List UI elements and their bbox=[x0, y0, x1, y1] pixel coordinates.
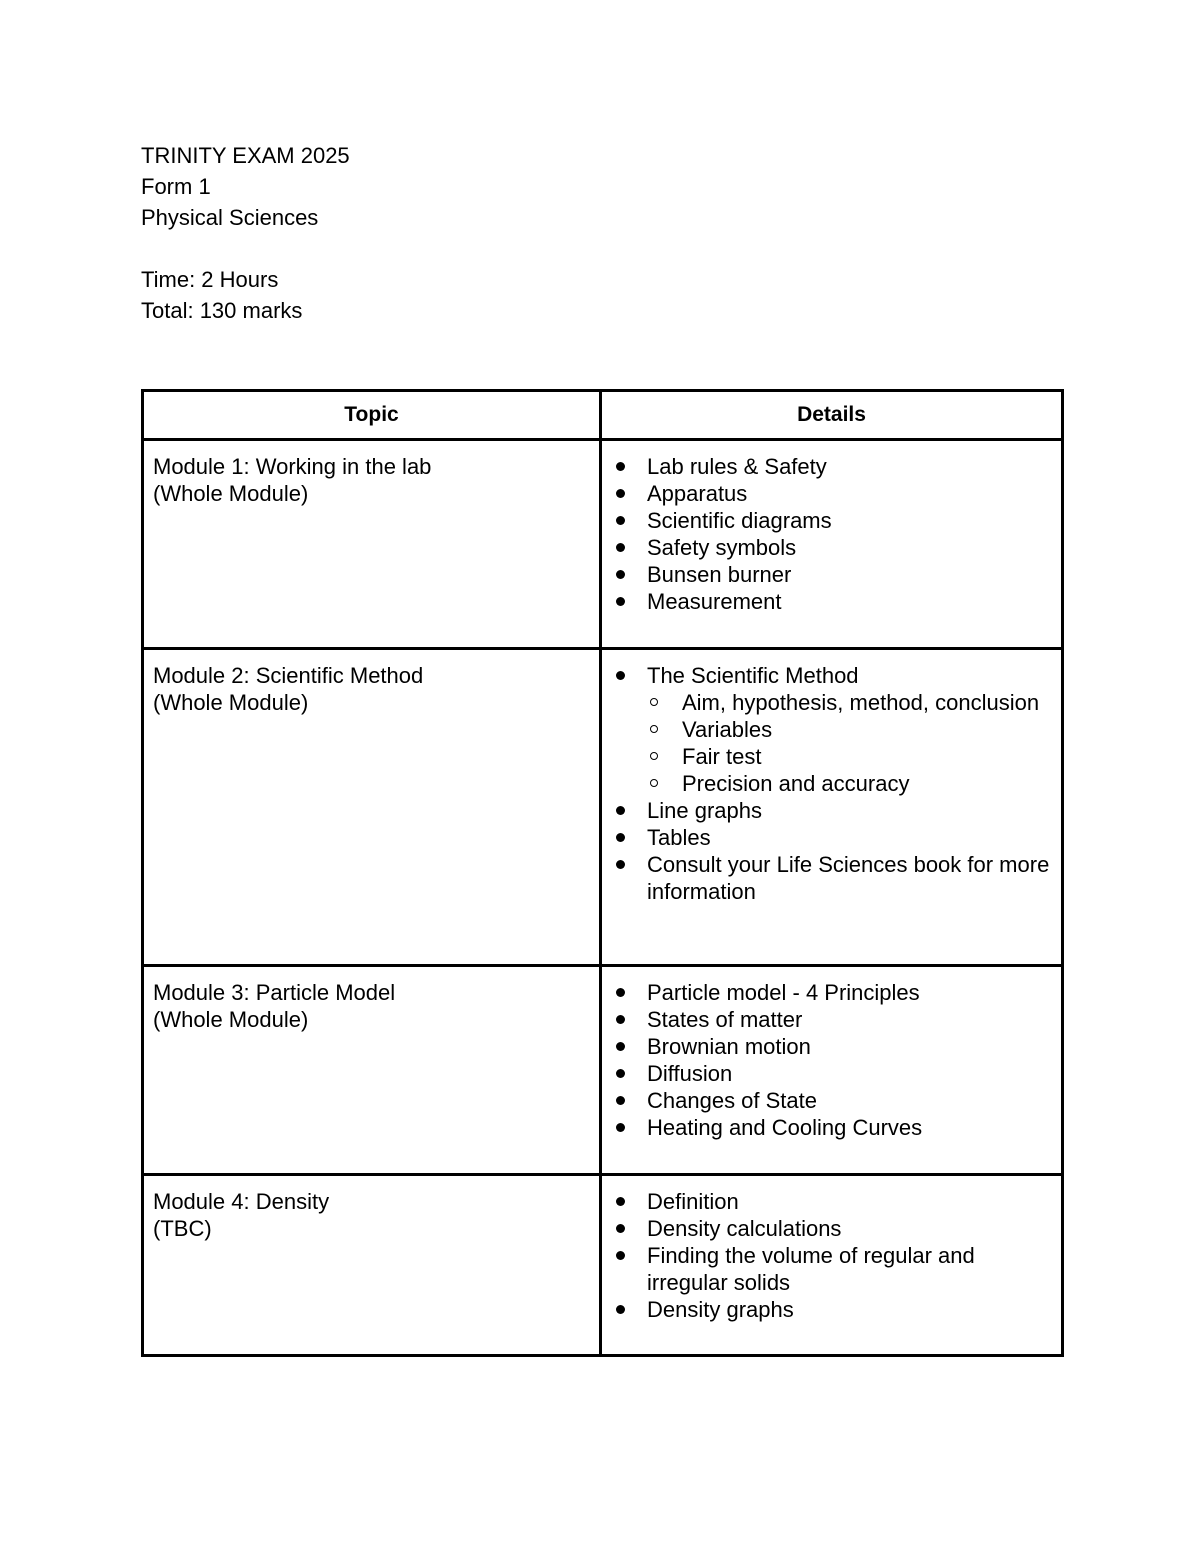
list-item bbox=[602, 824, 1052, 851]
topic-cell bbox=[143, 440, 601, 649]
list-item bbox=[602, 1087, 1052, 1114]
document-header bbox=[141, 140, 350, 326]
list-item bbox=[602, 534, 1052, 561]
details-list bbox=[602, 1188, 1052, 1323]
details-list bbox=[602, 453, 1052, 615]
list-item-text: Changes of State bbox=[647, 1088, 818, 1113]
details-list bbox=[602, 979, 1052, 1141]
list-item bbox=[602, 480, 1052, 507]
list-item-text: Density calculations bbox=[647, 1216, 842, 1241]
table-row bbox=[143, 1175, 1063, 1356]
table-header-row bbox=[143, 391, 1063, 440]
sub-list-item-text: Variables bbox=[682, 717, 773, 742]
sub-list bbox=[647, 689, 1052, 797]
list-item bbox=[602, 1188, 1052, 1215]
sub-list-item bbox=[647, 689, 1052, 716]
details-column-header: Details bbox=[601, 391, 1063, 440]
list-item-text: Diffusion bbox=[647, 1061, 733, 1086]
bullet-icon bbox=[616, 833, 625, 842]
module-scope: (Whole Module) bbox=[153, 1007, 309, 1032]
details-cell bbox=[601, 649, 1063, 966]
list-item-text: The Scientific Method bbox=[647, 663, 859, 688]
list-item bbox=[602, 851, 1052, 905]
details-cell bbox=[601, 440, 1063, 649]
sub-list-item bbox=[647, 743, 1052, 770]
list-item-text: Safety symbols bbox=[647, 535, 797, 560]
bullet-icon bbox=[616, 671, 625, 680]
time-label: Time: 2 Hours bbox=[141, 267, 279, 292]
module-title: Module 4: Density bbox=[153, 1189, 330, 1214]
bullet-icon bbox=[616, 1251, 625, 1260]
table-body bbox=[143, 440, 1063, 1356]
sub-list-item-text: Fair test bbox=[682, 744, 762, 769]
list-item bbox=[602, 453, 1052, 480]
bullet-icon bbox=[616, 516, 625, 525]
exam-title: TRINITY EXAM 2025 bbox=[141, 143, 350, 168]
list-item bbox=[602, 1215, 1052, 1242]
hollow-bullet-icon bbox=[650, 725, 658, 733]
hollow-bullet-icon bbox=[650, 779, 658, 787]
hollow-bullet-icon bbox=[650, 698, 658, 706]
list-item bbox=[602, 1114, 1052, 1141]
table-row bbox=[143, 966, 1063, 1175]
module-title: Module 3: Particle Model bbox=[153, 980, 396, 1005]
details-cell bbox=[601, 966, 1063, 1175]
list-item-text: Bunsen burner bbox=[647, 562, 792, 587]
list-item bbox=[602, 662, 1052, 797]
table-row bbox=[143, 440, 1063, 649]
list-item bbox=[602, 588, 1052, 615]
list-item-text: Particle model - 4 Principles bbox=[647, 980, 920, 1005]
module-scope: (Whole Module) bbox=[153, 481, 309, 506]
details-cell bbox=[601, 1175, 1063, 1356]
hollow-bullet-icon bbox=[650, 752, 658, 760]
list-item-text: Consult your Life Sciences book for more information bbox=[647, 852, 1050, 904]
list-item-text: Finding the volume of regular and irregular solids bbox=[647, 1243, 975, 1295]
bullet-icon bbox=[616, 489, 625, 498]
subject-label: Physical Sciences bbox=[141, 205, 319, 230]
bullet-icon bbox=[616, 1069, 625, 1078]
module-title: Module 2: Scientific Method bbox=[153, 663, 424, 688]
bullet-icon bbox=[616, 1305, 625, 1314]
list-item bbox=[602, 797, 1052, 824]
header-spacer bbox=[141, 233, 350, 264]
list-item-text: Brownian motion bbox=[647, 1034, 811, 1059]
list-item-text: Lab rules & Safety bbox=[647, 454, 827, 479]
list-item bbox=[602, 979, 1052, 1006]
list-item-text: Scientific diagrams bbox=[647, 508, 832, 533]
list-item-text: Line graphs bbox=[647, 798, 762, 823]
bullet-icon bbox=[616, 1197, 625, 1206]
bullet-icon bbox=[616, 597, 625, 606]
sub-list-item-text: Precision and accuracy bbox=[682, 771, 910, 796]
list-item bbox=[602, 507, 1052, 534]
module-scope: (Whole Module) bbox=[153, 690, 309, 715]
bullet-icon bbox=[616, 1042, 625, 1051]
list-item bbox=[602, 1060, 1052, 1087]
list-item-text: States of matter bbox=[647, 1007, 803, 1032]
sub-list-item bbox=[647, 770, 1052, 797]
list-item-text: Density graphs bbox=[647, 1297, 794, 1322]
list-item bbox=[602, 1242, 1052, 1296]
form-label: Form 1 bbox=[141, 174, 211, 199]
bullet-icon bbox=[616, 543, 625, 552]
bullet-icon bbox=[616, 860, 625, 869]
bullet-icon bbox=[616, 1123, 625, 1132]
bullet-icon bbox=[616, 806, 625, 815]
bullet-icon bbox=[616, 1224, 625, 1233]
module-title: Module 1: Working in the lab bbox=[153, 454, 432, 479]
list-item bbox=[602, 1296, 1052, 1323]
list-item-text: Tables bbox=[647, 825, 711, 850]
list-item-text: Definition bbox=[647, 1189, 739, 1214]
sub-list-item bbox=[647, 716, 1052, 743]
topic-cell bbox=[143, 966, 601, 1175]
bullet-icon bbox=[616, 988, 625, 997]
list-item-text: Measurement bbox=[647, 589, 782, 614]
bullet-icon bbox=[616, 570, 625, 579]
list-item-text: Apparatus bbox=[647, 481, 748, 506]
bullet-icon bbox=[616, 462, 625, 471]
sub-list-item-text: Aim, hypothesis, method, conclusion bbox=[682, 690, 1040, 715]
list-item bbox=[602, 1033, 1052, 1060]
list-item bbox=[602, 1006, 1052, 1033]
syllabus-table bbox=[141, 389, 1064, 1357]
total-marks-label: Total: 130 marks bbox=[141, 298, 303, 323]
module-scope: (TBC) bbox=[153, 1216, 212, 1241]
list-item-text: Heating and Cooling Curves bbox=[647, 1115, 923, 1140]
details-list bbox=[602, 662, 1052, 905]
list-item bbox=[602, 561, 1052, 588]
table-row bbox=[143, 649, 1063, 966]
topic-cell bbox=[143, 649, 601, 966]
bullet-icon bbox=[616, 1096, 625, 1105]
bullet-icon bbox=[616, 1015, 625, 1024]
topic-column-header: Topic bbox=[143, 391, 601, 440]
topic-cell bbox=[143, 1175, 601, 1356]
